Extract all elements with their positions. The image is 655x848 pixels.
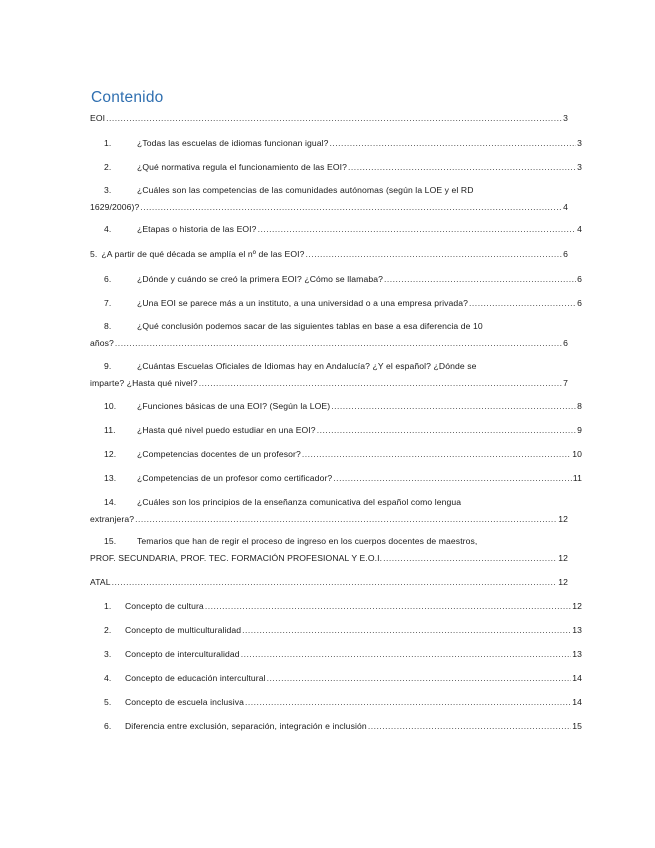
toc-entry-eoi-7[interactable] bbox=[90, 295, 582, 312]
toc-entry-page: 6 bbox=[577, 298, 582, 308]
leader-dots bbox=[331, 398, 576, 415]
toc-entry-number: 14. bbox=[104, 497, 117, 507]
leader-dots bbox=[317, 422, 576, 439]
toc-entry-title: Diferencia entre exclusión, separación, integración e inclusión bbox=[125, 721, 367, 731]
toc-entry-title: ¿Competencias de un profesor como certificador? bbox=[137, 473, 333, 483]
leader-dots bbox=[115, 335, 562, 352]
leader-dots bbox=[205, 598, 571, 615]
toc-entry-title-line1: ¿Cuáles son las competencias de las comunidades autónomas (según la LOE y el RD bbox=[137, 185, 474, 195]
toc-entry-number: 6. bbox=[104, 274, 112, 284]
toc-entry-title-line1: ¿Qué conclusión podemos sacar de las siguientes tablas en base a esa diferencia de 10 bbox=[137, 321, 483, 331]
toc-entry-title: ATAL bbox=[90, 577, 111, 587]
toc-entry-page: 4 bbox=[563, 202, 568, 212]
toc-entry-title-line1: ¿Cuáles son los principios de la enseñanza comunicativa del español como lengua bbox=[137, 497, 462, 507]
toc-entry-eoi-13[interactable] bbox=[90, 470, 582, 487]
toc-entry-number: 4. bbox=[104, 224, 112, 234]
toc-entry-title: Concepto de cultura bbox=[125, 601, 204, 611]
toc-entry-number: 9. bbox=[104, 361, 112, 371]
toc-entry-page: 13 bbox=[572, 625, 582, 635]
toc-entry-page: 9 bbox=[577, 425, 582, 435]
toc-entry-number: 15. bbox=[104, 536, 117, 546]
toc-entry-title: ¿Todas las escuelas de idiomas funcionan igual? bbox=[137, 138, 329, 148]
toc-entry-number: 1. bbox=[104, 138, 112, 148]
toc-entry-title: Concepto de educación intercultural bbox=[125, 673, 266, 683]
toc-entry-title: Concepto de multiculturalidad bbox=[125, 625, 242, 635]
toc-entry-eoi-12[interactable] bbox=[90, 446, 582, 463]
toc-entry-eoi-2[interactable] bbox=[90, 159, 582, 176]
toc-entry-number: 3. bbox=[104, 649, 112, 659]
toc-entry-title: 1629/2006)? bbox=[90, 202, 140, 212]
toc-entry-number: 1. bbox=[104, 601, 112, 611]
leader-dots bbox=[245, 694, 571, 711]
toc-entry-eoi-14[interactable] bbox=[90, 494, 568, 528]
toc-entry-title: extranjera? bbox=[90, 514, 135, 524]
toc-entry-number: 5. bbox=[104, 697, 112, 707]
toc-entry-title: ¿Dónde y cuándo se creó la primera EOI? ¿Cómo se llamaba? bbox=[137, 274, 383, 284]
toc-entry-title: PROF. SECUNDARIA, PROF. TEC. FORMACIÓN PROFESIONAL Y E.O.I. bbox=[90, 553, 383, 563]
toc-entry-page: 6 bbox=[563, 338, 568, 348]
leader-dots bbox=[199, 375, 562, 392]
toc-entry-title: ¿Competencias docentes de un profesor? bbox=[137, 449, 301, 459]
leader-dots bbox=[306, 246, 563, 263]
leader-dots bbox=[267, 670, 572, 687]
toc-entry-atal[interactable] bbox=[90, 574, 568, 591]
leader-dots bbox=[106, 110, 562, 127]
toc-entry-eoi-10[interactable] bbox=[90, 398, 582, 415]
toc-entry-page: 10 bbox=[572, 449, 582, 459]
toc-entry-number: 7. bbox=[104, 298, 112, 308]
toc-entry-title: imparte? ¿Hasta qué nivel? bbox=[90, 378, 198, 388]
toc-entry-eoi-9[interactable] bbox=[90, 358, 568, 392]
toc-entry-atal-6[interactable] bbox=[90, 718, 582, 735]
toc-entry-number: 13. bbox=[104, 473, 117, 483]
leader-dots bbox=[140, 199, 562, 216]
toc-entry-eoi-15[interactable] bbox=[90, 533, 568, 567]
leader-dots bbox=[384, 271, 576, 288]
toc-entry-eoi-1[interactable] bbox=[90, 135, 582, 152]
leader-dots bbox=[242, 622, 571, 639]
toc-entry-page: 12 bbox=[558, 577, 568, 587]
toc-entry-eoi-5[interactable] bbox=[90, 246, 568, 263]
leader-dots bbox=[302, 446, 571, 463]
leader-dots bbox=[333, 470, 572, 487]
leader-dots bbox=[258, 221, 577, 238]
toc-entry-page: 12 bbox=[558, 514, 568, 524]
toc-entry-eoi-11[interactable] bbox=[90, 422, 582, 439]
toc-entry-number: 11. bbox=[104, 425, 116, 435]
toc-entry-number: 4. bbox=[104, 673, 112, 683]
toc-entry-number: 2. bbox=[104, 162, 112, 172]
toc-entry-title-line1: Temarios que han de regir el proceso de ingreso en los cuerpos docentes de maestros, bbox=[137, 536, 478, 546]
toc-entry-eoi-4[interactable] bbox=[90, 221, 582, 238]
toc-entry-page: 14 bbox=[572, 673, 582, 683]
toc-entry-page: 3 bbox=[563, 113, 568, 123]
toc-entry-page: 6 bbox=[563, 249, 568, 259]
toc-entry-title: ¿Etapas o historia de las EOI? bbox=[137, 224, 257, 234]
toc-entry-eoi-8[interactable] bbox=[90, 318, 568, 352]
toc-entry-eoi-6[interactable] bbox=[90, 271, 582, 288]
toc-entry-number: 12. bbox=[104, 449, 117, 459]
leader-dots bbox=[348, 159, 576, 176]
leader-dots bbox=[330, 135, 577, 152]
toc-entry-page: 3 bbox=[577, 162, 582, 172]
toc-entry-atal-1[interactable] bbox=[90, 598, 582, 615]
toc-entry-number: 2. bbox=[104, 625, 112, 635]
leader-dots bbox=[469, 295, 576, 312]
toc-heading: Contenido bbox=[91, 89, 164, 106]
toc-entry-title: Concepto de escuela inclusiva bbox=[125, 697, 244, 707]
leader-dots bbox=[368, 718, 571, 735]
toc-entry-title: años? bbox=[90, 338, 114, 348]
toc-entry-atal-5[interactable] bbox=[90, 694, 582, 711]
toc-entry-page: 14 bbox=[572, 697, 582, 707]
toc-entry-title: EOI bbox=[90, 113, 106, 123]
toc-entry-page: 8 bbox=[577, 401, 582, 411]
toc-entry-title: ¿Funciones básicas de una EOI? (Según la LOE) bbox=[137, 401, 331, 411]
toc-entry-page: 4 bbox=[577, 224, 582, 234]
toc-entry-eoi[interactable] bbox=[90, 110, 568, 127]
toc-entry-page: 6 bbox=[577, 274, 582, 284]
toc-entry-number: 10. bbox=[104, 401, 117, 411]
leader-dots bbox=[135, 511, 557, 528]
toc-entry-page: 3 bbox=[577, 138, 582, 148]
toc-entry-number: 6. bbox=[104, 721, 112, 731]
toc-entry-eoi-3[interactable] bbox=[90, 182, 568, 216]
toc-entry-number: 3. bbox=[104, 185, 112, 195]
toc-entry-page: 13 bbox=[572, 649, 582, 659]
toc-entry-page: 12 bbox=[572, 601, 582, 611]
toc-entry-atal-4[interactable] bbox=[90, 670, 582, 687]
toc-entry-atal-3[interactable] bbox=[90, 646, 582, 663]
toc-entry-page: 12 bbox=[558, 553, 568, 563]
toc-entry-number: 8. bbox=[104, 321, 112, 331]
toc-entry-page: 15 bbox=[572, 721, 582, 731]
toc-entry-title: ¿Una EOI se parece más a un instituto, a una universidad o a una empresa privada? bbox=[137, 298, 469, 308]
leader-dots bbox=[383, 550, 557, 567]
toc-entry-page: 11 bbox=[572, 473, 582, 483]
toc-entry-title: ¿Hasta qué nivel puedo estudiar en una EOI? bbox=[137, 425, 316, 435]
toc-entry-title-line1: ¿Cuántas Escuelas Oficiales de Idiomas hay en Andalucía? ¿Y el español? ¿Dónde se bbox=[137, 361, 477, 371]
toc-entry-number: 5. bbox=[90, 249, 98, 259]
toc-entry-title: Concepto de interculturalidad bbox=[125, 649, 240, 659]
leader-dots bbox=[241, 646, 572, 663]
toc-entry-page: 7 bbox=[563, 378, 568, 388]
leader-dots bbox=[112, 574, 558, 591]
toc-entry-title: ¿A partir de qué década se amplía el nº de las EOI? bbox=[101, 249, 305, 259]
toc-entry-atal-2[interactable] bbox=[90, 622, 582, 639]
toc-entry-title: ¿Qué normativa regula el funcionamiento de las EOI? bbox=[137, 162, 348, 172]
